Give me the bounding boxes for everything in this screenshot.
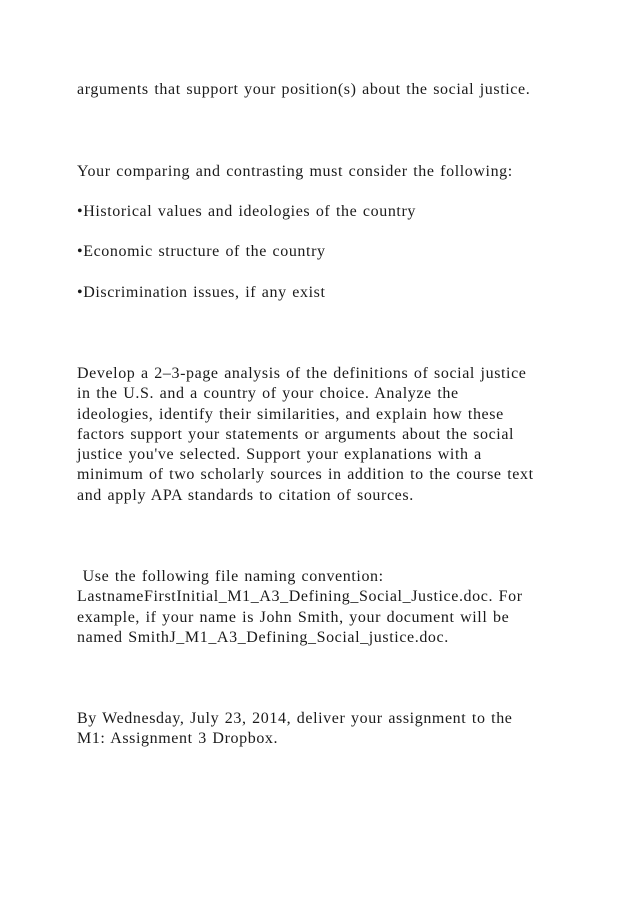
bullet-discrimination-issues: •Discrimination issues, if any exist bbox=[77, 284, 326, 301]
deadline-paragraph bbox=[77, 709, 577, 750]
analysis-line: in the U.S. and a country of your choice. Analyze the bbox=[77, 385, 459, 403]
bullet-economic-structure: •Economic structure of the country bbox=[77, 243, 326, 260]
analysis-line: Develop a 2–3-page analysis of the definitions of social justice bbox=[77, 365, 527, 382]
analysis-line: and apply APA standards to citation of sources. bbox=[77, 486, 414, 504]
deadline-line: M1: Assignment 3 Dropbox. bbox=[77, 730, 279, 748]
bullet-historical-values: •Historical values and ideologies of the country bbox=[77, 203, 416, 220]
naming-line: named SmithJ_M1_A3_Defining_Social_justice.doc. bbox=[77, 628, 449, 646]
naming-line: Use the following file naming convention: bbox=[77, 568, 384, 585]
analysis-line: factors support your statements or arguments about the social bbox=[77, 425, 515, 443]
naming-line: LastnameFirstInitial_M1_A3_Defining_Social_Justice.doc. For bbox=[77, 588, 523, 606]
deadline-line: By Wednesday, July 23, 2014, deliver your assignment to the bbox=[77, 710, 513, 727]
compare-heading: Your comparing and contrasting must consider the following: bbox=[77, 163, 513, 180]
analysis-line: justice you've selected. Support your explanations with a bbox=[77, 446, 482, 464]
analysis-line: ideologies, identify their similarities, and explain how these bbox=[77, 405, 504, 423]
intro-line: arguments that support your position(s) about the social justice. bbox=[77, 81, 531, 98]
naming-convention-paragraph bbox=[77, 567, 577, 648]
analysis-paragraph bbox=[77, 364, 577, 506]
naming-line: example, if your name is John Smith, your document will be bbox=[77, 608, 510, 626]
analysis-line: minimum of two scholarly sources in addition to the course text bbox=[77, 466, 534, 484]
